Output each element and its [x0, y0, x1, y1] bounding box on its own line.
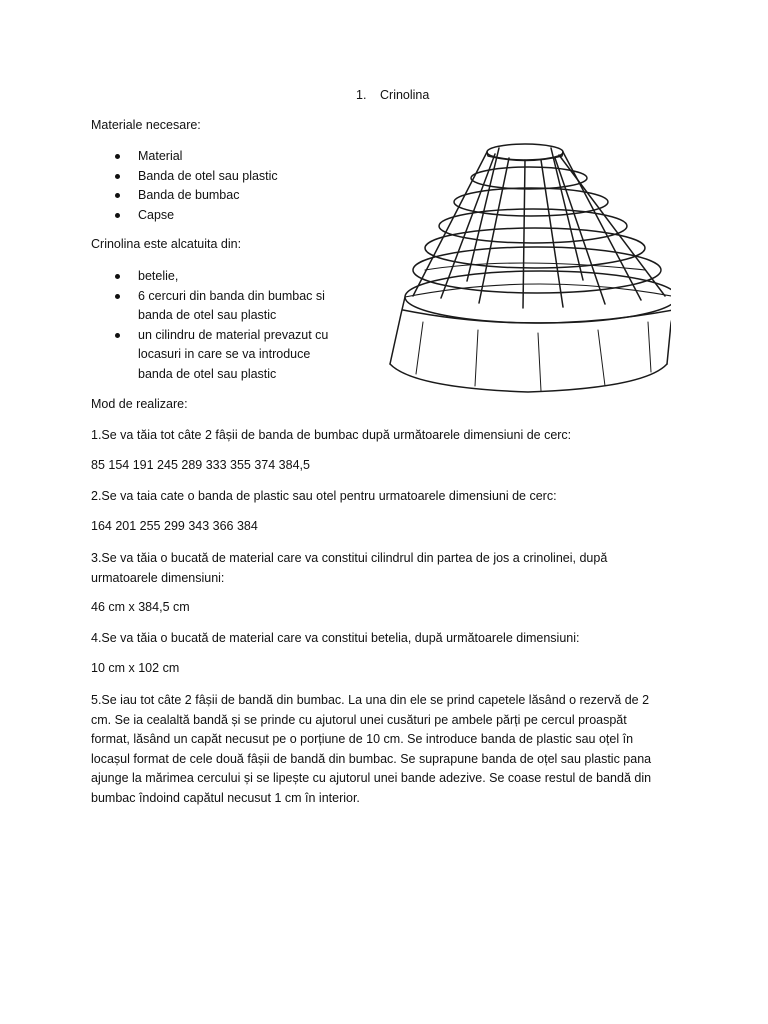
materials-heading: Materiale necesare:: [91, 118, 201, 132]
page-title: [356, 88, 429, 102]
step-5-line: 5.Se iau tot câte 2 fâșii de bandă din bumbac. La una din ele se prind capetele lăsând o rezervă de 2: [91, 693, 650, 707]
step-3-line: 3.Se va tăia o bucată de material care va constitui cilindrul din partea de jos a crinolinei, după: [91, 551, 608, 565]
step-5: [91, 691, 711, 808]
step-4: 4.Se va tăia o bucată de material care va constitui betelia, după următoarele dimensiuni:: [91, 631, 580, 645]
list-item-line: banda de otel sau plastic: [138, 366, 277, 381]
step-1-values: 85 154 191 245 289 333 355 374 384,5: [91, 458, 310, 472]
list-item-line: 6 cercuri din banda din bumbac si: [138, 288, 325, 303]
step-2-values: 164 201 255 299 343 366 384: [91, 519, 258, 533]
step-3-values: 46 cm x 384,5 cm: [91, 600, 190, 614]
step-4-values: 10 cm x 102 cm: [91, 661, 180, 675]
materials-list: [115, 147, 278, 225]
step-5-line: cm. Se ia cealaltă bandă și se prinde cu ajutorul unei cusături pe ambele părți pe cercul proaspăt: [91, 712, 627, 727]
step-5-line: locașul format de cele două fâșii de bandă din bumbac. Se suprapune banda de oțel sau plastic pana: [91, 751, 652, 766]
list-item: Banda de bumbac: [115, 186, 278, 206]
list-item: Capse: [115, 206, 278, 226]
step-3-line: urmatoarele dimensiuni:: [91, 570, 225, 585]
step-5-line: ajunge la mărimea cercului și se lipește cu ajutorul unei bande adezive. Se coase restul de bandă din: [91, 771, 652, 785]
step-1: 1.Se va tăia tot câte 2 fâșii de banda de bumbac după următoarele dimensiuni de cerc:: [91, 428, 572, 442]
list-item-line: banda de otel sau plastic: [138, 308, 277, 322]
list-item: Material: [115, 147, 278, 167]
step-3: [91, 549, 711, 588]
method-heading: Mod de realizare:: [91, 397, 188, 411]
list-item: [115, 287, 328, 326]
step-2: 2.Se va taia cate o banda de plastic sau otel pentru urmatoarele dimensiuni de cerc:: [91, 489, 557, 503]
list-item-line: locasuri in care se va introduce: [138, 347, 311, 361]
crinoline-illustration: [383, 138, 671, 400]
composition-list: [115, 267, 328, 384]
step-5-line: bumbac îndoind capătul necusut 1 cm în interior.: [91, 790, 360, 805]
composition-heading: Crinolina este alcatuita din:: [91, 237, 242, 251]
title-number: 1.: [356, 88, 367, 102]
list-item-line: un cilindru de material prevazut cu: [138, 327, 329, 342]
step-5-line: format, lăsând un capăt necusut pe o porțiune de 10 cm. Se introduce banda de plastic sau oțel în: [91, 732, 634, 746]
list-item: Banda de otel sau plastic: [115, 167, 278, 187]
title-text: Crinolina: [380, 88, 430, 102]
list-item: betelie,: [115, 267, 328, 287]
list-item: [115, 326, 328, 385]
